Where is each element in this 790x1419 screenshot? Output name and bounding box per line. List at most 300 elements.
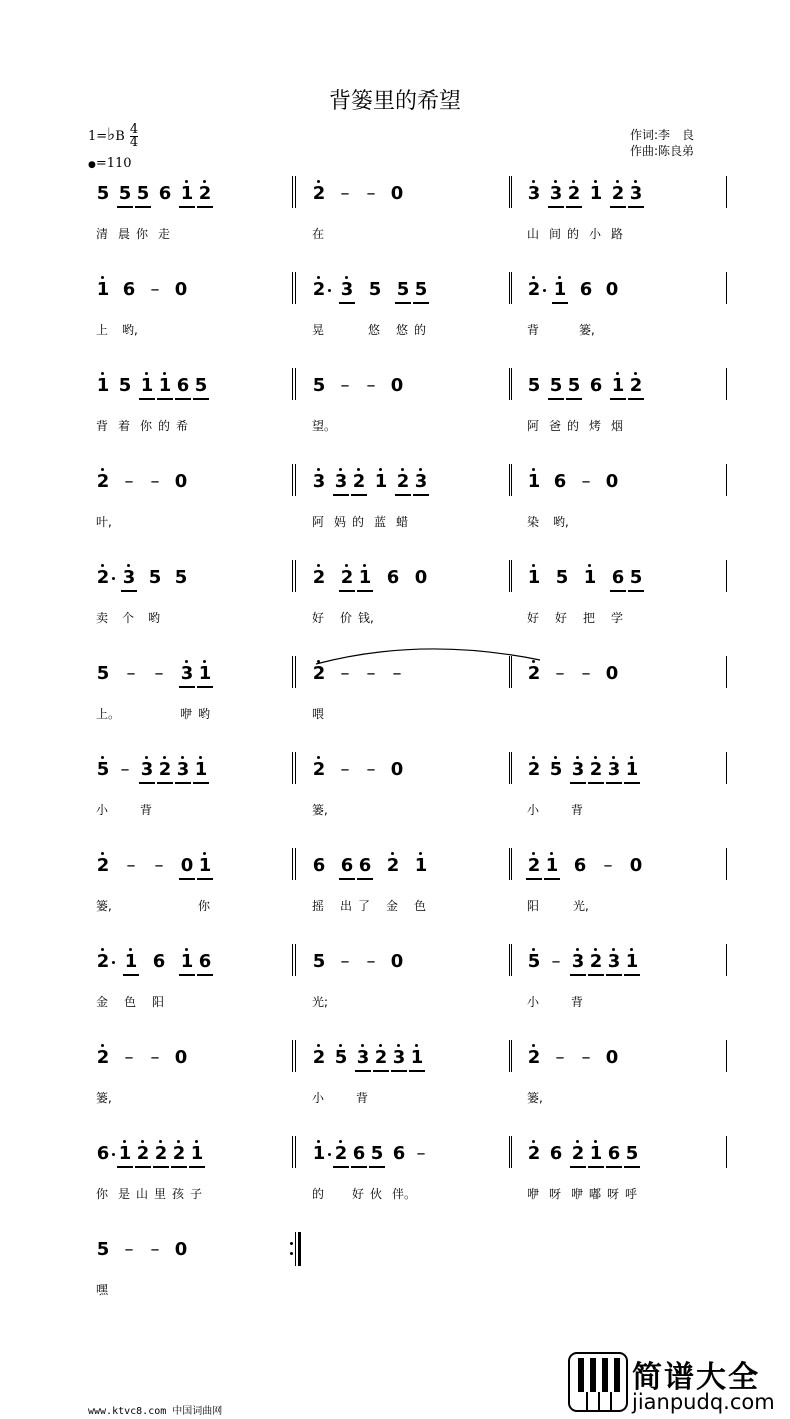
time-signature xyxy=(130,124,138,149)
bar-line xyxy=(726,560,727,592)
note: 2 xyxy=(96,472,110,492)
note: 6 xyxy=(611,567,625,588)
note: 5 xyxy=(148,567,162,588)
dash-extension: – xyxy=(126,855,136,876)
lyric: 小 xyxy=(527,803,540,817)
underline-beam xyxy=(135,206,151,208)
underline-beam xyxy=(395,494,411,496)
high-octave-dot xyxy=(634,180,637,183)
augmentation-dot xyxy=(328,1153,331,1156)
note: 5 xyxy=(527,952,541,972)
note: 2 xyxy=(396,472,410,492)
lyric: 的 xyxy=(414,323,427,337)
dash-extension: – xyxy=(124,471,134,492)
note: 3 xyxy=(527,184,541,204)
dash-extension: – xyxy=(581,471,591,492)
high-octave-dot xyxy=(203,852,206,855)
note: 0 xyxy=(174,1047,188,1068)
time-top: 4 xyxy=(129,122,139,137)
note: 6 xyxy=(96,1143,110,1164)
lyric: 小 xyxy=(96,803,109,817)
lyric: 蓝 xyxy=(374,515,387,529)
bar-line xyxy=(511,848,512,880)
lyric: 呀 xyxy=(607,1187,620,1201)
note: 0 xyxy=(605,279,619,300)
note: 6 xyxy=(549,1143,563,1164)
bar-line xyxy=(292,1040,293,1072)
high-octave-dot xyxy=(532,564,535,567)
underline-beam xyxy=(193,782,209,784)
underline-beam xyxy=(624,974,640,976)
measure xyxy=(527,658,723,718)
lyric: 呀 xyxy=(549,1187,562,1201)
measure xyxy=(527,754,723,817)
note: 0 xyxy=(390,759,404,780)
lyric: 叶, xyxy=(96,515,112,529)
bar-line xyxy=(295,272,296,304)
note: 3 xyxy=(414,472,428,492)
high-octave-dot xyxy=(397,1044,400,1047)
measure xyxy=(96,370,292,433)
high-octave-dot xyxy=(532,468,535,471)
high-octave-dot xyxy=(401,468,404,471)
underline-beam xyxy=(355,1070,371,1072)
bar-line xyxy=(726,176,727,208)
lyric: 好 xyxy=(312,611,325,625)
augmentation-dot xyxy=(112,961,115,964)
lyric: 呼 xyxy=(625,1187,638,1201)
high-octave-dot xyxy=(532,948,535,951)
underline-beam xyxy=(548,398,564,400)
underline-beam xyxy=(157,398,173,400)
lyric: 清 xyxy=(96,227,109,241)
high-octave-dot xyxy=(199,756,202,759)
lyric: 金 xyxy=(386,899,399,913)
high-octave-dot xyxy=(572,180,575,183)
note: 2 xyxy=(527,1048,541,1068)
note: 2 xyxy=(589,760,603,780)
lyric: 摇 xyxy=(312,899,325,913)
high-octave-dot xyxy=(101,468,104,471)
measure xyxy=(96,274,292,337)
note: 3 xyxy=(180,664,194,684)
note: 1 xyxy=(625,760,639,780)
note: 2 xyxy=(172,1144,186,1164)
lyric: 你 xyxy=(198,899,211,913)
underline-beam xyxy=(628,398,644,400)
high-octave-dot xyxy=(101,756,104,759)
measure xyxy=(96,1042,292,1105)
high-octave-dot xyxy=(317,756,320,759)
bar-line xyxy=(292,272,293,304)
note: 5 xyxy=(118,183,132,204)
high-octave-dot xyxy=(419,852,422,855)
lyric: 背 xyxy=(96,419,109,433)
lyric: 好 xyxy=(555,611,568,625)
high-octave-dot xyxy=(159,1140,162,1143)
underline-beam xyxy=(548,206,564,208)
lyric: 着 xyxy=(118,419,131,433)
note: 6 xyxy=(152,951,166,972)
bar-line xyxy=(295,1040,296,1072)
lyric: 背 xyxy=(571,803,584,817)
score-system xyxy=(0,850,790,946)
logo-text: 简谱大全 xyxy=(632,1360,760,1395)
lyric: 你 xyxy=(136,227,149,241)
lyric: 喂 xyxy=(312,707,325,721)
score-system xyxy=(0,1138,790,1234)
bar-line xyxy=(511,560,512,592)
note: 1 xyxy=(583,568,597,588)
lyric: 阳 xyxy=(152,995,165,1009)
note: 5 xyxy=(370,1143,384,1164)
augmentation-dot xyxy=(112,577,115,580)
lyric: 好 xyxy=(527,611,540,625)
lyric: 嘿 xyxy=(96,1283,109,1297)
dash-extension: – xyxy=(124,1239,134,1260)
bar-line xyxy=(511,752,512,784)
lyric: 阿 xyxy=(527,419,540,433)
note: 3 xyxy=(140,760,154,780)
high-octave-dot xyxy=(594,180,597,183)
underline-beam xyxy=(570,974,586,976)
lyric: 妈 xyxy=(334,515,347,529)
note: 2 xyxy=(386,856,400,876)
underline-beam xyxy=(179,878,195,880)
bar-line xyxy=(509,848,510,880)
lyric: 好 xyxy=(352,1187,365,1201)
page-title: 背篓里的希望 xyxy=(328,89,461,114)
bar-line xyxy=(295,848,296,880)
bar-line xyxy=(295,944,296,976)
high-octave-dot xyxy=(185,180,188,183)
high-octave-dot xyxy=(532,276,535,279)
note: 1 xyxy=(158,376,172,396)
dash-extension: – xyxy=(120,759,130,780)
note: 3 xyxy=(392,1048,406,1068)
bar-line xyxy=(726,848,727,880)
high-octave-dot xyxy=(616,180,619,183)
lyric: 晨 xyxy=(118,227,131,241)
high-octave-dot xyxy=(317,180,320,183)
augmentation-dot xyxy=(112,1153,115,1156)
dash-extension: – xyxy=(340,951,350,972)
lyric: 山 xyxy=(136,1187,149,1201)
bar-line xyxy=(511,368,512,400)
logo-url: jianpudq.com xyxy=(632,1390,775,1414)
lyric: 烤 xyxy=(589,419,602,433)
bar-line xyxy=(726,656,727,688)
high-octave-dot xyxy=(177,1140,180,1143)
dash-extension: – xyxy=(581,663,591,684)
lyric: 了 xyxy=(358,899,371,913)
dash-extension: – xyxy=(340,375,350,396)
dash-extension: – xyxy=(124,1047,134,1068)
high-octave-dot xyxy=(181,756,184,759)
dash-extension: – xyxy=(581,1047,591,1068)
note: 5 xyxy=(96,760,110,780)
note: 6 xyxy=(158,183,172,204)
high-octave-dot xyxy=(532,852,535,855)
note: 6 xyxy=(352,1143,366,1164)
note: 3 xyxy=(340,280,354,300)
underline-beam xyxy=(570,782,586,784)
high-octave-dot xyxy=(588,564,591,567)
lyric: 咿 xyxy=(571,1187,584,1201)
bar-line xyxy=(509,944,510,976)
note: 0 xyxy=(180,855,194,876)
bar-line xyxy=(295,464,296,496)
high-octave-dot xyxy=(317,564,320,567)
note: 5 xyxy=(629,567,643,588)
lyric: 出 xyxy=(340,899,353,913)
high-octave-dot xyxy=(345,564,348,567)
underline-beam xyxy=(628,590,644,592)
note: 6 xyxy=(553,471,567,492)
lyric: 篓, xyxy=(96,899,112,913)
score-system xyxy=(0,274,790,370)
underline-beam xyxy=(117,206,133,208)
lyric: 路 xyxy=(611,227,624,241)
bar-line xyxy=(295,560,296,592)
high-octave-dot xyxy=(594,1140,597,1143)
lyric: 山 xyxy=(527,227,540,241)
note: 6 xyxy=(573,855,587,876)
note: 5 xyxy=(625,1143,639,1164)
lyric: 伙 xyxy=(370,1187,383,1201)
note: 0 xyxy=(605,663,619,684)
note: 1 xyxy=(358,568,372,588)
high-octave-dot xyxy=(415,1044,418,1047)
high-octave-dot xyxy=(185,948,188,951)
note: 1 xyxy=(553,280,567,300)
underline-beam xyxy=(606,1166,622,1168)
credits xyxy=(630,127,694,159)
note-symbol: ● xyxy=(88,160,96,170)
bar-line xyxy=(292,176,293,208)
dash-extension: – xyxy=(416,1143,426,1164)
dash-extension: – xyxy=(150,1047,160,1068)
note: 3 xyxy=(549,184,563,204)
lyric: 染 xyxy=(527,515,540,529)
bar-line xyxy=(511,272,512,304)
dash-extension: – xyxy=(555,1047,565,1068)
note: 1 xyxy=(190,1144,204,1164)
note: 1 xyxy=(410,1048,424,1068)
bar-line xyxy=(292,752,293,784)
underline-beam xyxy=(197,974,213,976)
underline-beam xyxy=(566,206,582,208)
note: 6 xyxy=(358,855,372,876)
measure xyxy=(312,1138,508,1201)
flat-sign: ♭ xyxy=(107,125,116,145)
lyric: 的 xyxy=(567,419,580,433)
lyric: 钱, xyxy=(358,611,374,625)
dash-extension: – xyxy=(366,663,376,684)
key-signature xyxy=(88,124,138,149)
note: 2 xyxy=(340,568,354,588)
lyric: 篓, xyxy=(96,1091,112,1105)
lyric: 咿 xyxy=(527,1187,540,1201)
underline-beam xyxy=(139,782,155,784)
underline-beam xyxy=(157,782,173,784)
lyric: 小 xyxy=(527,995,540,1009)
note: 6 xyxy=(607,1143,621,1164)
note: 1 xyxy=(527,472,541,492)
note: 0 xyxy=(174,471,188,492)
measure xyxy=(96,754,292,817)
composer: 作曲:陈良弟 xyxy=(630,144,695,158)
note: 2 xyxy=(352,472,366,492)
high-octave-dot xyxy=(357,468,360,471)
note: 1 xyxy=(118,1144,132,1164)
dash-extension: – xyxy=(150,279,160,300)
high-octave-dot xyxy=(616,372,619,375)
measure xyxy=(527,178,723,241)
dash-extension: – xyxy=(154,855,164,876)
underline-beam xyxy=(339,590,355,592)
underline-beam xyxy=(123,974,139,976)
high-octave-dot xyxy=(576,1140,579,1143)
high-octave-dot xyxy=(419,468,422,471)
score-system xyxy=(0,754,790,850)
high-octave-dot xyxy=(379,1044,382,1047)
note: 2 xyxy=(312,664,326,684)
lyric: 哟 xyxy=(148,611,161,625)
measure xyxy=(96,850,292,913)
bar-line xyxy=(295,1136,296,1168)
dash-extension: – xyxy=(366,375,376,396)
note: 1 xyxy=(589,184,603,204)
note: 5 xyxy=(396,279,410,300)
dash-extension: – xyxy=(366,759,376,780)
note: 5 xyxy=(194,375,208,396)
note: 0 xyxy=(390,375,404,396)
measure xyxy=(96,178,292,241)
underline-beam xyxy=(588,974,604,976)
underline-beam xyxy=(189,1166,205,1168)
note: 6 xyxy=(312,855,326,876)
lyric: 希 xyxy=(176,419,189,433)
underline-beam xyxy=(610,590,626,592)
lyric: 背 xyxy=(140,803,153,817)
underline-beam xyxy=(197,206,213,208)
note: 1 xyxy=(140,376,154,396)
note: 1 xyxy=(374,472,388,492)
note: 2 xyxy=(312,1048,326,1068)
underline-beam xyxy=(197,878,213,880)
underline-beam xyxy=(369,1166,385,1168)
note: 3 xyxy=(122,568,136,588)
underline-beam xyxy=(175,782,191,784)
dash-extension: – xyxy=(392,663,402,684)
note: 0 xyxy=(629,855,643,876)
lyricist: 作词:李 良 xyxy=(630,128,695,142)
lyric: 篓, xyxy=(579,323,595,337)
high-octave-dot xyxy=(101,948,104,951)
note: 2 xyxy=(611,184,625,204)
high-octave-dot xyxy=(317,1044,320,1047)
key-note: B xyxy=(115,129,125,144)
dash-extension: – xyxy=(603,855,613,876)
high-octave-dot xyxy=(101,1044,104,1047)
lyric: 哟, xyxy=(122,323,138,337)
bar-line xyxy=(511,176,512,208)
underline-beam xyxy=(606,974,622,976)
note: 1 xyxy=(611,376,625,396)
underline-beam xyxy=(413,494,429,496)
dash-extension: – xyxy=(555,663,565,684)
bar-line xyxy=(292,656,293,688)
note: 5 xyxy=(312,951,326,972)
underline-beam xyxy=(373,1070,389,1072)
high-octave-dot xyxy=(101,852,104,855)
lyric: 哟 xyxy=(198,707,211,721)
note: 2 xyxy=(567,184,581,204)
underline-beam xyxy=(351,494,367,496)
high-octave-dot xyxy=(532,1140,535,1143)
note: 0 xyxy=(174,279,188,300)
bar-line xyxy=(292,848,293,880)
measure xyxy=(312,562,508,625)
high-octave-dot xyxy=(195,1140,198,1143)
note: 6 xyxy=(589,375,603,396)
note: 6 xyxy=(176,375,190,396)
note: 6 xyxy=(392,1143,406,1164)
measure xyxy=(312,1042,508,1105)
bar-line xyxy=(726,464,727,496)
high-octave-dot xyxy=(145,756,148,759)
underline-beam xyxy=(179,206,195,208)
score-system xyxy=(0,658,790,754)
lyric: 伴。 xyxy=(392,1187,417,1201)
high-octave-dot xyxy=(532,1044,535,1047)
note: 2 xyxy=(198,184,212,204)
measure xyxy=(527,1138,723,1201)
note: 2 xyxy=(527,1144,541,1164)
note: 6 xyxy=(122,279,136,300)
measure xyxy=(312,946,508,1009)
augmentation-dot xyxy=(328,289,331,292)
dash-extension: – xyxy=(340,183,350,204)
bar-line xyxy=(726,944,727,976)
bar-line xyxy=(726,752,727,784)
high-octave-dot xyxy=(345,276,348,279)
bar-line xyxy=(292,944,293,976)
dash-extension: – xyxy=(366,183,376,204)
high-octave-dot xyxy=(612,756,615,759)
score-system xyxy=(0,178,790,274)
bar-line xyxy=(292,560,293,592)
lyric: 爸 xyxy=(549,419,562,433)
measure xyxy=(96,658,292,721)
note: 2 xyxy=(154,1144,168,1164)
high-octave-dot xyxy=(363,564,366,567)
measure xyxy=(527,1042,723,1105)
bar-line xyxy=(509,1136,510,1168)
tempo-value: =110 xyxy=(95,156,132,171)
lyric: 上 xyxy=(96,323,109,337)
lyric: 蜡 xyxy=(396,515,409,529)
note: 0 xyxy=(174,1239,188,1260)
underline-beam xyxy=(121,590,137,592)
note: 5 xyxy=(527,375,541,396)
lyric: 烟 xyxy=(611,419,624,433)
bar-line xyxy=(509,464,510,496)
high-octave-dot xyxy=(339,1140,342,1143)
bar-line xyxy=(509,176,510,208)
note: 2 xyxy=(158,760,172,780)
